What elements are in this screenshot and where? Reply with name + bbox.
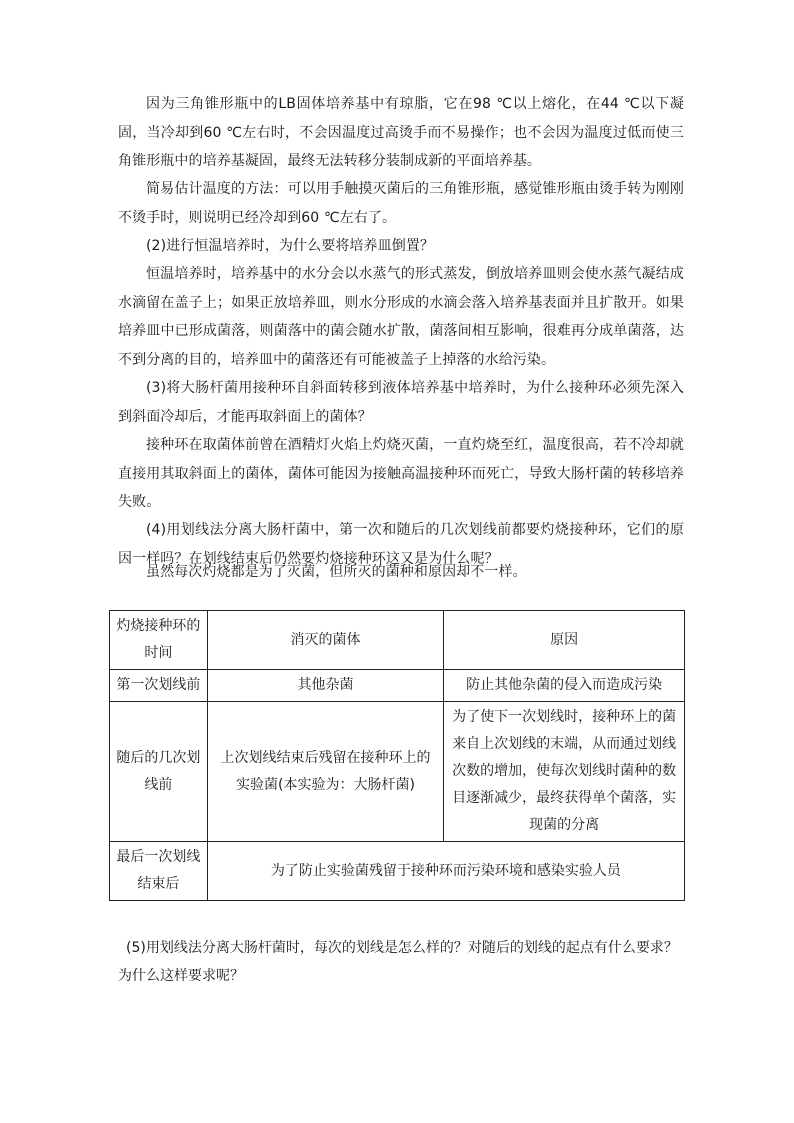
table-header-target: 消灭的菌体 (207, 611, 444, 670)
table-cell-reason: 为了使下一次划线时，接种环上的菌来自上次划线的末端，从而通过划线次数的增加，使每次划线时菌种的数目逐渐减少，最终获得单个菌落，实现菌的分离 (444, 702, 685, 842)
table-header-time: 灼烧接种环的时间 (110, 611, 208, 670)
paragraph-sterilization-summary: 虽然每次灼烧都是为了灭菌，但所灭的菌种和原因却不一样。 (146, 564, 527, 580)
question-4-heading: (4)用划线法分离大肠杆菌中，第一次和随后的几次划线前都要灼烧接种环，它们的原因一样吗？在划线结束后仍然要灼烧接种环这又是为什么呢？ (118, 522, 684, 567)
table-header-row (110, 611, 685, 670)
paragraph-inverted-petri-dish: 恒温培养时，培养基中的水分会以水蒸气的形式蒸发，倒放培养皿则会使水蒸气凝结成水滴留在盖子上；如果正放培养皿，则水分形成的水滴会落入培养基表面并且扩散开。如果培养皿中已形成菌落，则菌落中的菌会随水扩散，菌落间相互影响，很难再分成单菌落，达不到分离的目的，培养皿中的菌落还有可能被盖子上掉落的水给污染。 (118, 266, 684, 368)
table-cell-time: 最后一次划线结束后 (110, 842, 208, 901)
table-cell-target: 上次划线结束后残留在接种环上的实验菌(本实验为：大肠杆菌) (207, 702, 444, 842)
question-3-heading: (3)将大肠杆菌用接种环自斜面转移到液体培养基中培养时，为什么接种环必须先深入到斜面冷却后，才能再取斜面上的菌体？ (118, 380, 684, 425)
table-row (110, 702, 685, 842)
table-cell-time: 第一次划线前 (110, 670, 208, 702)
paragraph-temperature-estimate: 简易估计温度的方法：可以用手触摸灭菌后的三角锥形瓶，感觉锥形瓶由烫手转为刚刚不烫手时，则说明已经冷却到60 ℃左右了。 (118, 181, 684, 226)
table-cell-merged-reason: 为了防止实验菌残留于接种环而污染环境和感染实验人员 (207, 842, 684, 901)
paragraph-loop-cooling: 接种环在取菌体前曾在酒精灯火焰上灼烧灭菌，一直灼烧至红，温度很高，若不冷却就直接用其取斜面上的菌体，菌体可能因为接触高温接种环而死亡，导致大肠杆菌的转移培养失败。 (118, 437, 684, 510)
table-cell-target: 其他杂菌 (207, 670, 444, 702)
question-2-heading: (2)进行恒温培养时，为什么要将培养皿倒置？ (146, 238, 435, 254)
table-row (110, 670, 685, 702)
paragraph-lb-medium-cooling: 因为三角锥形瓶中的LB固体培养基中有琼脂，它在98 ℃以上熔化，在44 ℃以下凝固，当冷却到60 ℃左右时，不会因温度过高烫手而不易操作；也不会因为温度过低而使三角锥形瓶中的培养基凝固，最终无法转移分装制成新的平面培养基。 (118, 96, 684, 169)
sterilization-table (109, 610, 685, 901)
table-row (110, 842, 685, 901)
table-header-reason: 原因 (444, 611, 685, 670)
question-5-heading: (5)用划线法分离大肠杆菌时，每次的划线是怎么样的？对随后的划线的起点有什么要求？为什么这样要求呢？ (118, 940, 678, 984)
table-cell-reason: 防止其他杂菌的侵入而造成污染 (444, 670, 685, 702)
table-cell-time: 随后的几次划线前 (110, 702, 208, 842)
